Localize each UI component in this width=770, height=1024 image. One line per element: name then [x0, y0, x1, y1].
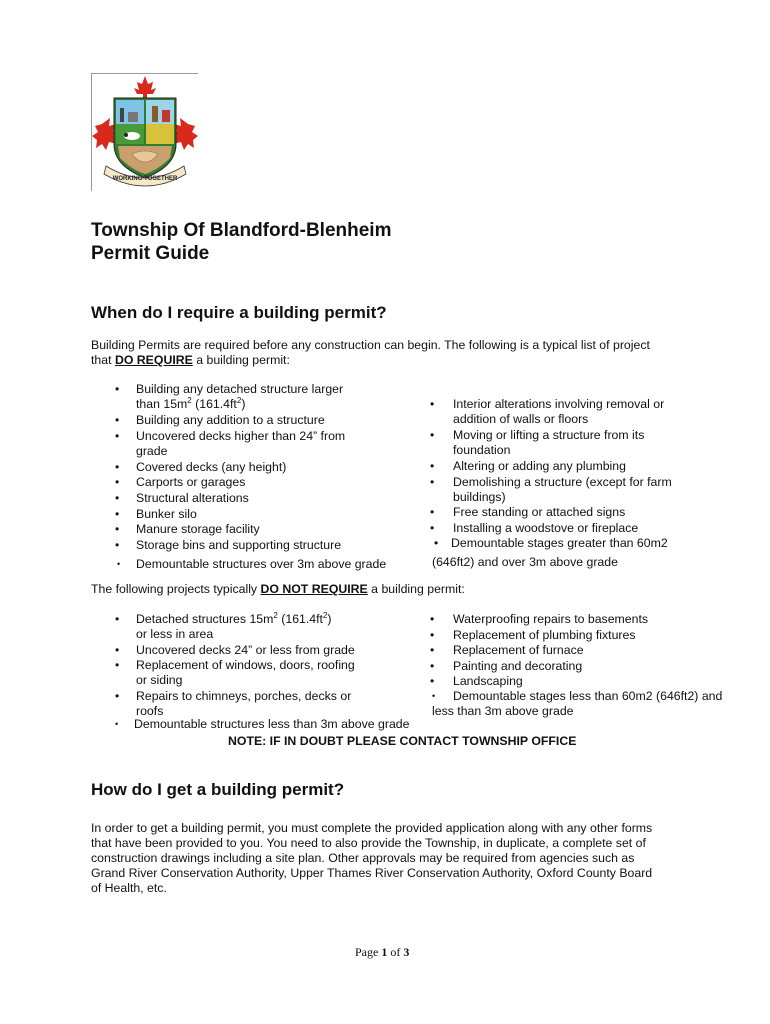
- svg-text:WORKING TOGETHER: WORKING TOGETHER: [112, 176, 178, 182]
- list-item: roofs: [136, 704, 164, 718]
- bullet-icon: •: [430, 674, 435, 688]
- bullet-icon: •: [115, 612, 120, 626]
- list-item: Replacement of furnace: [453, 643, 584, 657]
- bullet-icon: •: [430, 397, 435, 411]
- list-item: Uncovered decks higher than 24” from: [136, 429, 346, 443]
- list-item: addition of walls or floors: [453, 412, 589, 426]
- list-item: or less in area: [136, 627, 214, 641]
- bullet-icon: •: [430, 521, 435, 535]
- list-item: Structural alterations: [136, 491, 249, 505]
- bullet-icon: •: [434, 536, 439, 550]
- bullet-icon: •: [430, 628, 435, 642]
- list-item: Altering or adding any plumbing: [453, 459, 626, 473]
- list-item: less than 3m above grade: [432, 704, 574, 718]
- doubt-note: NOTE: IF IN DOUBT PLEASE CONTACT TOWNSHIP OFFICE: [228, 734, 577, 748]
- list-item: Storage bins and supporting structure: [136, 538, 342, 552]
- list-item: Carports or garages: [136, 475, 246, 489]
- bullet-icon: •: [430, 475, 435, 489]
- list-item: Installing a woodstove or fireplace: [453, 521, 639, 535]
- list-item: Building any addition to a structure: [136, 413, 325, 427]
- section-heading-when: When do I require a building permit?: [91, 303, 387, 322]
- list-item: Detached structures $15m^2$ $(161.4ft^2)$: [136, 610, 332, 626]
- bullet-icon: •: [115, 491, 120, 505]
- bullet-icon: •: [115, 382, 120, 396]
- list-item: Demolishing a structure (except for farm: [453, 475, 672, 489]
- bullet-icon: •: [115, 413, 120, 427]
- not-require-intro: The following projects typically DO NOT REQUIRE a building permit:: [91, 582, 465, 596]
- bullet-icon: •: [115, 719, 119, 729]
- do-require-emphasis: DO REQUIRE: [114, 353, 193, 367]
- bullet-icon: •: [115, 507, 120, 521]
- bullet-icon: •: [430, 643, 435, 657]
- bullet-icon: •: [115, 522, 120, 536]
- list-item: than $15m^2$ $(161.4ft^2)$: [136, 395, 246, 411]
- bullet-icon: •: [430, 612, 435, 626]
- bullet-icon: •: [115, 429, 120, 443]
- bullet-icon: •: [430, 428, 435, 442]
- list-item: Demountable stages less than 60m2 (646ft2) and: [453, 689, 723, 703]
- bullet-icon: •: [432, 691, 436, 701]
- list-item: Bunker silo: [136, 507, 197, 521]
- township-crest-icon: [92, 74, 198, 191]
- bullet-icon: •: [430, 459, 435, 473]
- body-line: In order to get a building permit, you must complete the provided application along with any other forms: [91, 821, 653, 835]
- township-logo: [91, 73, 198, 191]
- body-line: of Health, etc.: [91, 881, 167, 895]
- list-item: or siding: [136, 673, 183, 687]
- list-item: Demountable structures over 3m above grade: [136, 557, 387, 571]
- list-item: Manure storage facility: [136, 522, 260, 536]
- document-subtitle: Permit Guide: [91, 243, 210, 264]
- section-heading-how: How do I get a building permit?: [91, 780, 345, 799]
- list-item: Moving or lifting a structure from its: [453, 428, 645, 442]
- list-item: Interior alterations involving removal or: [453, 397, 665, 411]
- bullet-icon: •: [115, 460, 120, 474]
- list-item: Demountable structures less than 3m above grade: [134, 717, 410, 731]
- list-item: buildings): [453, 490, 506, 504]
- bullet-icon: •: [115, 538, 120, 552]
- body-line: that have been provided to you. You need to also provide the Township, in duplicate, a complete set of: [91, 836, 646, 850]
- body-line: Grand River Conservation Authority, Upper Thames River Conservation Authority, Oxford County Board: [91, 866, 653, 880]
- list-item: foundation: [453, 443, 511, 457]
- intro-line-1: Building Permits are required before any construction can begin. The following is a typical list of project: [91, 338, 650, 352]
- list-item: Replacement of windows, doors, roofing: [136, 658, 355, 672]
- body-line: construction drawings including a site plan. Other approvals may be required from agencies such as: [91, 851, 635, 865]
- bullet-icon: •: [117, 559, 121, 569]
- do-not-require-emphasis: DO NOT REQUIRE: [260, 582, 368, 596]
- bullet-icon: •: [430, 659, 435, 673]
- list-item: Covered decks (any height): [136, 460, 287, 474]
- intro-line-2: that DO REQUIRE a building permit:: [91, 353, 290, 367]
- list-item: Repairs to chimneys, porches, decks or: [136, 689, 352, 703]
- list-item: Waterproofing repairs to basements: [453, 612, 649, 626]
- list-item: Building any detached structure larger: [136, 382, 344, 396]
- bullet-icon: •: [115, 475, 120, 489]
- list-item: Replacement of plumbing fixtures: [453, 628, 636, 642]
- bullet-icon: •: [430, 505, 435, 519]
- list-item: Painting and decorating: [453, 659, 583, 673]
- bullet-icon: •: [115, 643, 120, 657]
- page-number: Page 1 of 3: [355, 945, 410, 959]
- list-item: Uncovered decks 24” or less from grade: [136, 643, 355, 657]
- bullet-icon: •: [115, 658, 120, 672]
- list-item: grade: [136, 444, 168, 458]
- list-item: Demountable stages greater than 60m2: [451, 536, 668, 550]
- list-item: Landscaping: [453, 674, 523, 688]
- list-item: Free standing or attached signs: [453, 505, 626, 519]
- list-item: (646ft2) and over 3m above grade: [432, 555, 618, 569]
- document-title: Township Of Blandford-Blenheim: [91, 220, 392, 241]
- bullet-icon: •: [115, 689, 120, 703]
